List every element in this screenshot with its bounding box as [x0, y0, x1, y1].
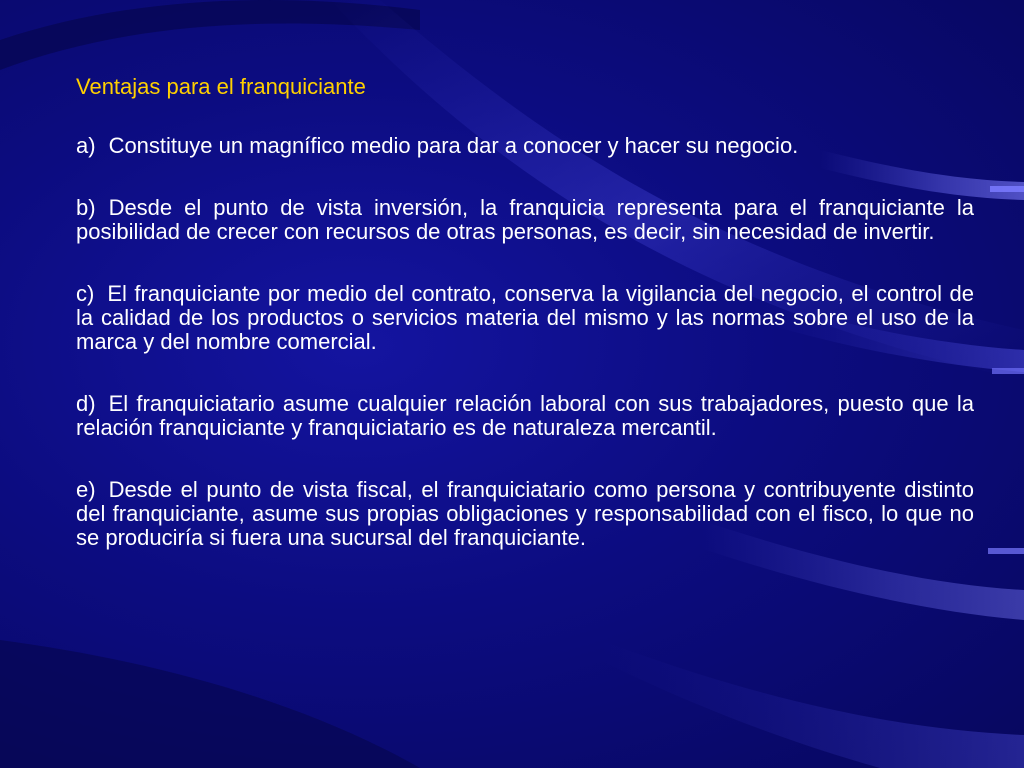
list-item-a: [76, 134, 974, 158]
item-text: Desde el punto de vista fiscal, el franquiciatario como persona y contribuyente distinto del franquiciante, asume sus propias obligaciones y responsabilidad con el fisco, lo que no se produciría si fuera una sucursal del franquiciante.: [76, 477, 974, 550]
item-label: d): [76, 391, 96, 416]
slide-title: Ventajas para el franquiciante: [76, 74, 366, 99]
swoosh-right-4: [600, 640, 1024, 768]
item-text: Constituye un magnífico medio para dar a conocer y hacer su negocio.: [108, 133, 799, 158]
item-label: c): [76, 281, 95, 306]
accent-bar-1: [990, 186, 1024, 192]
accent-bar-3: [988, 548, 1024, 554]
item-text: El franquiciatario asume cualquier relación laboral con sus trabajadores, puesto que la relación franquiciante y franquiciatario es de naturaleza mercantil.: [76, 391, 974, 440]
item-text: Desde el punto de vista inversión, la franquicia representa para el franquiciante la posibilidad de crecer con recursos de otras personas, es decir, sin necesidad de invertir.: [76, 195, 974, 244]
item-text: El franquiciante por medio del contrato, conserva la vigilancia del negocio, el control de la calidad de los productos o servicios materia del mismo y las normas sobre el uso de la marca y del nombre comercial.: [76, 281, 974, 354]
list-item-e: [76, 478, 974, 550]
item-label: b): [76, 195, 96, 220]
accent-bar-2: [992, 368, 1024, 374]
item-label: e): [76, 477, 96, 502]
list-item-d: [76, 392, 974, 440]
list-item-b: [76, 196, 974, 244]
item-label: a): [76, 133, 96, 158]
list-item-c: [76, 282, 974, 354]
swoosh-bottom-left: [0, 640, 420, 768]
slide-content: [76, 74, 974, 588]
